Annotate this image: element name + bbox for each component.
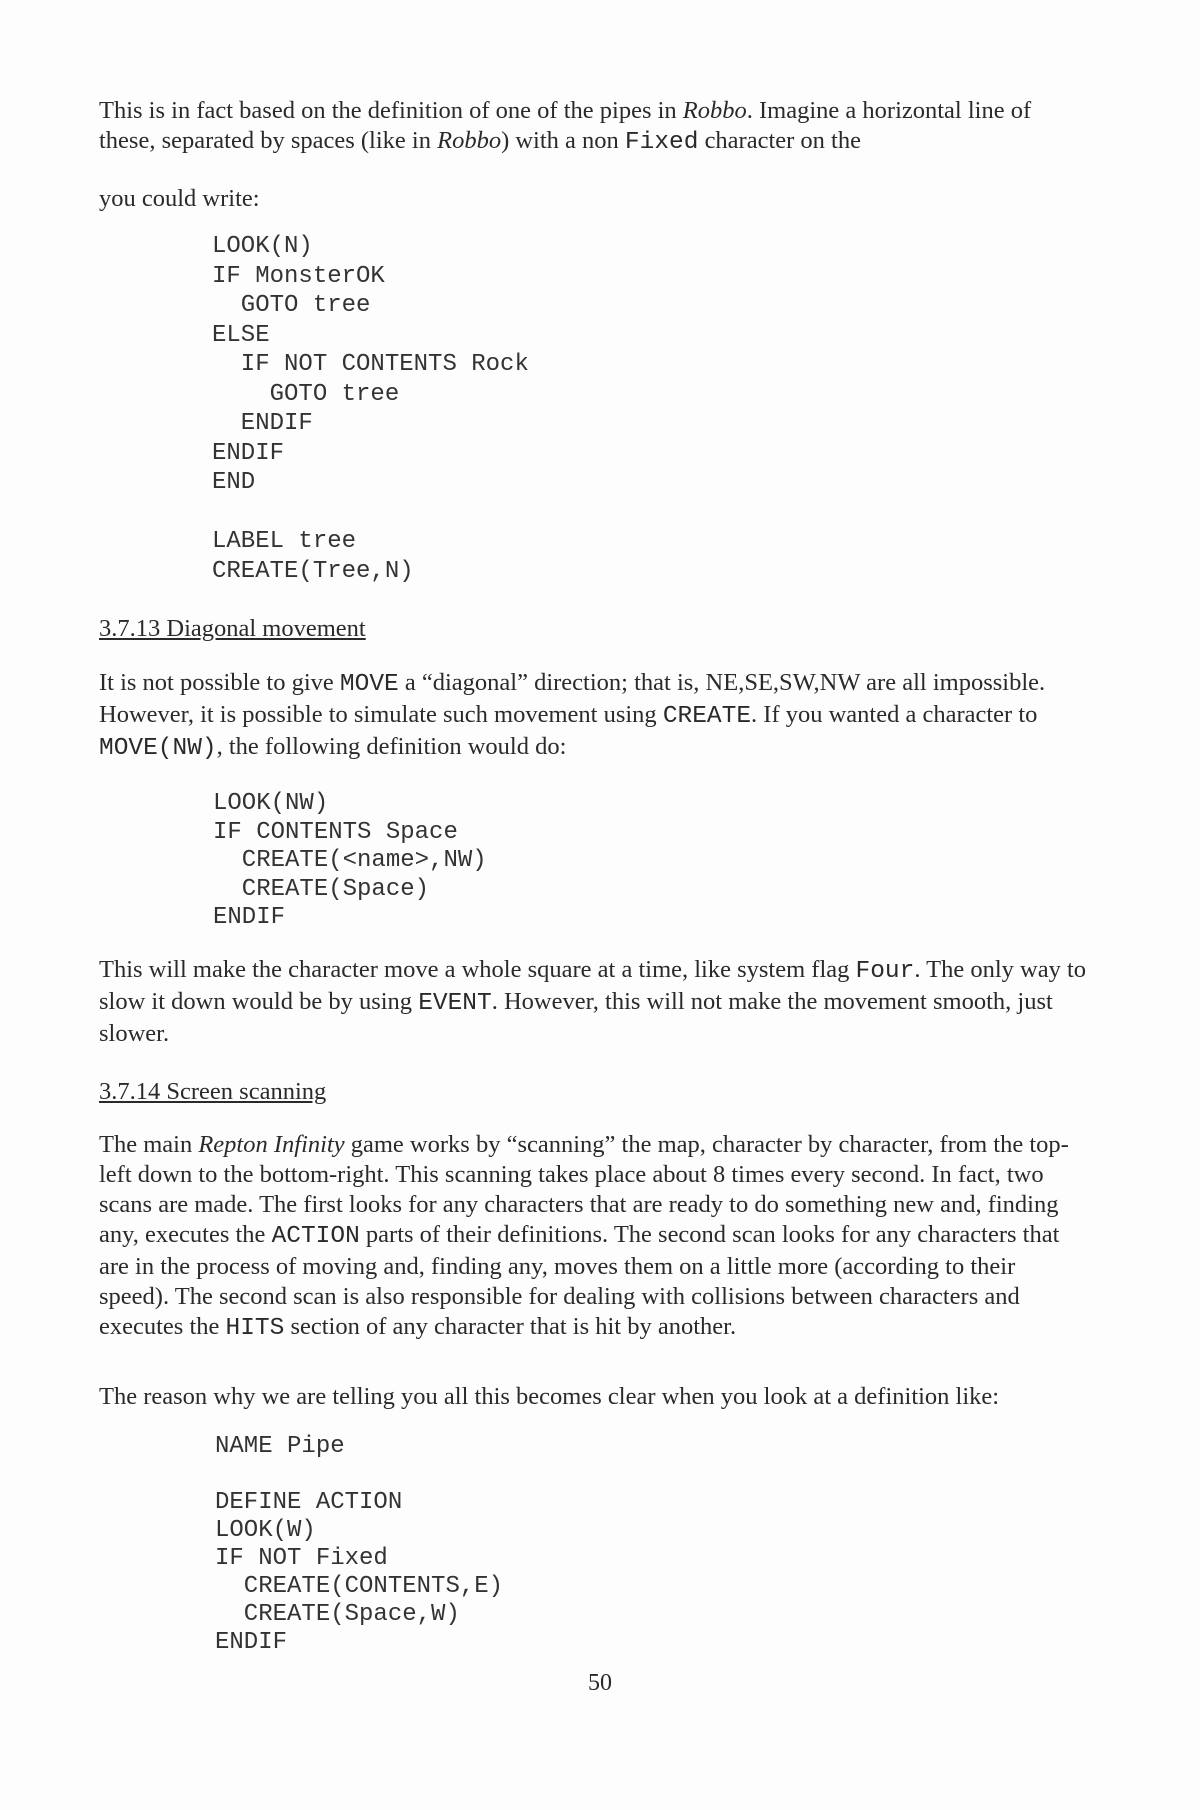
- code-block-pipe: NAME Pipe DEFINE ACTION LOOK(W) IF NOT Fixed CREATE(CONTENTS,E) CREATE(Space,W) ENDIF: [215, 1433, 504, 1656]
- intro-paragraph: This is in fact based on the definition of one of the pipes in Robbo. Imagine a horizontal line of these, separated by spaces (like in Robbo) with a non Fixed character on the: [99, 97, 1032, 156]
- page-number: 50: [588, 1670, 612, 1696]
- section-heading-diagonal-movement: 3.7.13 Diagonal movement: [99, 615, 366, 642]
- section-heading-screen-scanning: 3.7.14 Screen scanning: [99, 1078, 327, 1105]
- code-block-monster: LOOK(N) IF MonsterOK GOTO tree ELSE IF NOT CONTENTS Rock GOTO tree ENDIF ENDIF END LABEL tree CREATE(Tree,N): [212, 233, 529, 585]
- intro-paragraph-continued: you could write:: [99, 185, 260, 212]
- diagonal-paragraph: It is not possible to give MOVE a “diagonal” direction; that is, NE,SE,SW,NW are all impossible. However, it is possible to simulate such movement using CREATE. If you wanted a character to MOVE(NW), the following definition would do:: [99, 669, 1046, 762]
- scanning-paragraph: The main Repton Infinity game works by “scanning” the map, character by character, from the top-left down to the bottom-right. This scanning takes place about 8 times every second. In fact, two scans are made. The first looks for any characters that are ready to do something new and, finding any, executes the ACTION parts of their definitions. The second scan looks for any characters that are in the process of moving and, finding any, moves them on a little more (according to their speed). The second scan is also responsible for dealing with collisions between characters and executes the HITS section of any character that is hit by another.: [99, 1131, 1069, 1342]
- code-block-diagonal: LOOK(NW) IF CONTENTS Space CREATE(<name>,NW) CREATE(Space) ENDIF: [213, 790, 487, 931]
- movement-paragraph: This will make the character move a whole square at a time, like system flag Four. The only way to slow it down would be by using EVENT. However, this will not make the movement smooth, just slower.: [99, 956, 1087, 1047]
- reason-paragraph: The reason why we are telling you all this becomes clear when you look at a definition like:: [99, 1383, 1000, 1410]
